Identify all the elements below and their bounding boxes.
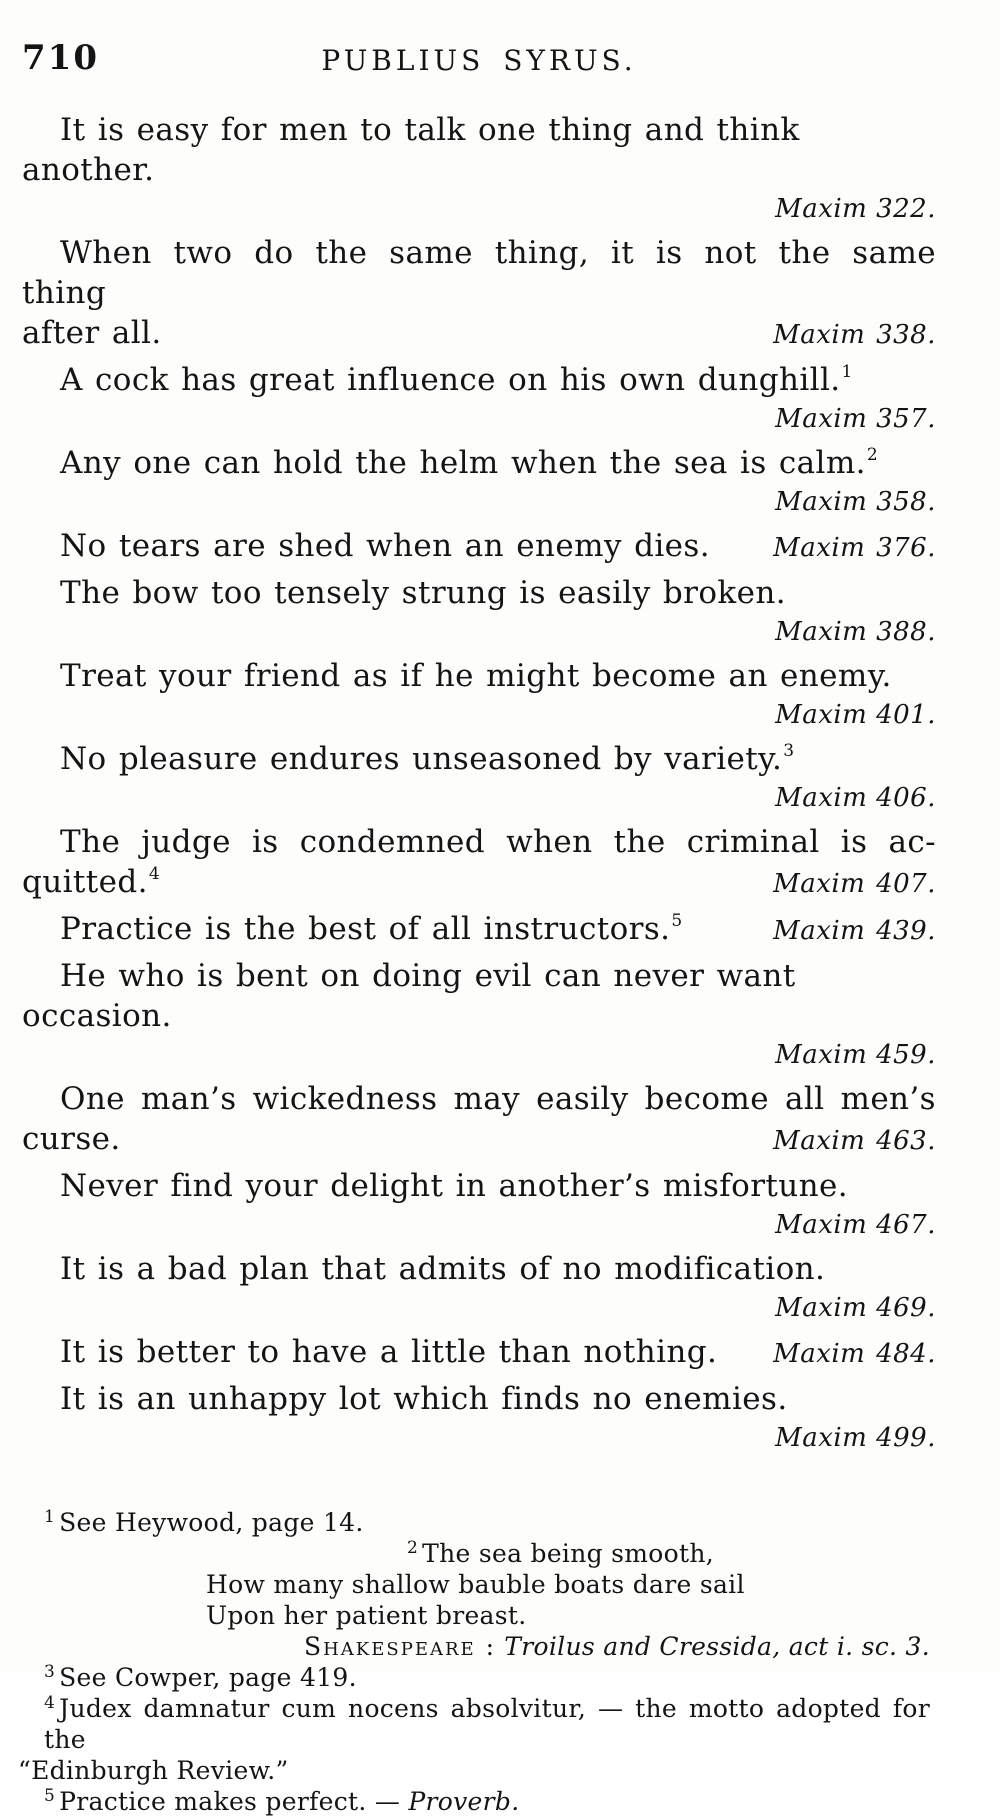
footnote-text-line1: $^4$ Judex damnatur cum nocens absolvitur, — the motto adopted for the [44,1693,930,1754]
maxim-text: A cock has great influence on his own dunghill.$^1$ [60,362,853,398]
page-number: 710 [22,38,99,78]
maxim-entry [22,110,936,228]
maxim-text: Practice is the best of all instructors.$^5$ Maxim 439. [22,909,936,951]
footnote-text-line2: “Edinburgh Review.” [18,1756,289,1785]
maxim-entry [22,822,936,904]
maxim-text-continuation: curse. Maxim 463. [22,1119,936,1161]
maxim-attribution: Maxim 338. [773,320,936,350]
running-title: PUBLIUS SYRUS. [321,44,637,77]
footnote-text: See Heywood, page 14. [59,1508,364,1537]
maxim-entry [22,1166,936,1244]
citation-author: Shakespeare : [303,1632,497,1661]
footnote-text: See Cowper, page 419. [59,1663,357,1692]
maxim-entry [22,909,936,951]
maxim-attribution: Maxim 459. [775,1040,936,1070]
footnote-marker: 3 [44,1662,56,1682]
footnote-ref: 4 [148,864,161,884]
maxim-entry [22,573,936,651]
maxims-list [22,110,936,1457]
maxim-text-continuation: quitted.$^4$ Maxim 407. [22,862,936,904]
maxim-text: No tears are shed when an enemy dies. Maxim 376. [22,526,936,568]
footnote-ref: 3 [783,741,795,761]
maxim-text: Any one can hold the helm when the sea is calm.$^2$ [60,445,879,481]
footnote-marker: 1 [44,1507,56,1527]
maxim-text: He who is bent on doing evil can never want occasion. [22,958,796,1034]
footnote-verse-line: Upon her patient breast. [206,1601,527,1630]
maxim-attribution: Maxim 406. [775,783,936,813]
maxim-text: No pleasure endures unseasoned by variety.$^3$ [60,741,795,777]
footnotes-section [18,1507,936,1817]
maxim-text: The judge is condemned when the criminal is ac- [60,824,936,860]
maxim-entry [22,656,936,734]
footnote-ref: 5 [671,911,683,931]
maxim-attribution: Maxim 463. [773,1126,936,1156]
maxim-entry [22,739,936,817]
footnote-marker: 5 [44,1786,56,1806]
maxim-entry [22,1379,936,1457]
footnote-1 [22,1507,936,1538]
maxim-attribution: Maxim 322. [775,194,936,224]
maxim-attribution: Maxim 499. [775,1423,936,1453]
footnote-citation [22,1631,936,1662]
maxim-text: One man’s wickedness may easily become all men’s [60,1081,936,1117]
footnote-5 [22,1786,936,1817]
page-header [22,38,936,82]
maxim-entry [22,233,936,355]
maxim-text: It is better to have a little than nothing. Maxim 484. [22,1332,936,1374]
maxim-entry [22,1249,936,1327]
footnote-verse-line: How many shallow bauble boats dare sail [206,1570,745,1599]
maxim-entry [22,526,936,568]
maxim-attribution: Maxim 484. [773,1339,936,1369]
footnote-3 [22,1662,936,1693]
maxim-entry [22,1332,936,1374]
maxim-attribution: Maxim 407. [773,869,936,899]
footnote-source: Proverb. [408,1787,520,1816]
maxim-attribution: Maxim 439. [773,916,936,946]
footnote-verse-line: $^2$ The sea being smooth, [407,1538,714,1568]
maxim-text: The bow too tensely strung is easily broken. [60,575,786,611]
maxim-text: It is an unhappy lot which finds no enemies. [60,1381,788,1417]
maxim-text-continuation: after all. Maxim 338. [22,313,936,355]
maxim-attribution: Maxim 358. [775,487,936,517]
footnote-marker: 4 [44,1693,56,1713]
maxim-attribution: Maxim 401. [775,700,936,730]
maxim-entry [22,443,936,521]
maxim-entry [22,1079,936,1161]
maxim-text: Never find your delight in another’s misfortune. [60,1168,849,1204]
footnote-ref: 1 [841,362,853,382]
maxim-attribution: Maxim 469. [775,1293,936,1323]
footnote-ref: 2 [866,445,879,465]
footnote-2 [22,1538,936,1662]
maxim-text: Treat your friend as if he might become an enemy. [60,658,892,694]
maxim-attribution: Maxim 357. [775,404,936,434]
maxim-text: When two do the same thing, it is not the same thing [22,235,936,311]
maxim-entry [22,360,936,438]
footnote-marker: 2 [407,1538,419,1558]
maxim-attribution: Maxim 376. [773,533,936,563]
maxim-text: It is easy for men to talk one thing and think another. [22,112,800,188]
maxim-attribution: Maxim 388. [775,617,936,647]
maxim-text: It is a bad plan that admits of no modification. [60,1251,826,1287]
footnote-4 [18,1693,936,1786]
maxim-attribution: Maxim 467. [775,1210,936,1240]
citation-work: Troilus and Cressida, act i. sc. 3. [504,1632,930,1661]
footnote-text: Practice makes perfect. — [59,1787,409,1816]
maxim-entry [22,956,936,1074]
